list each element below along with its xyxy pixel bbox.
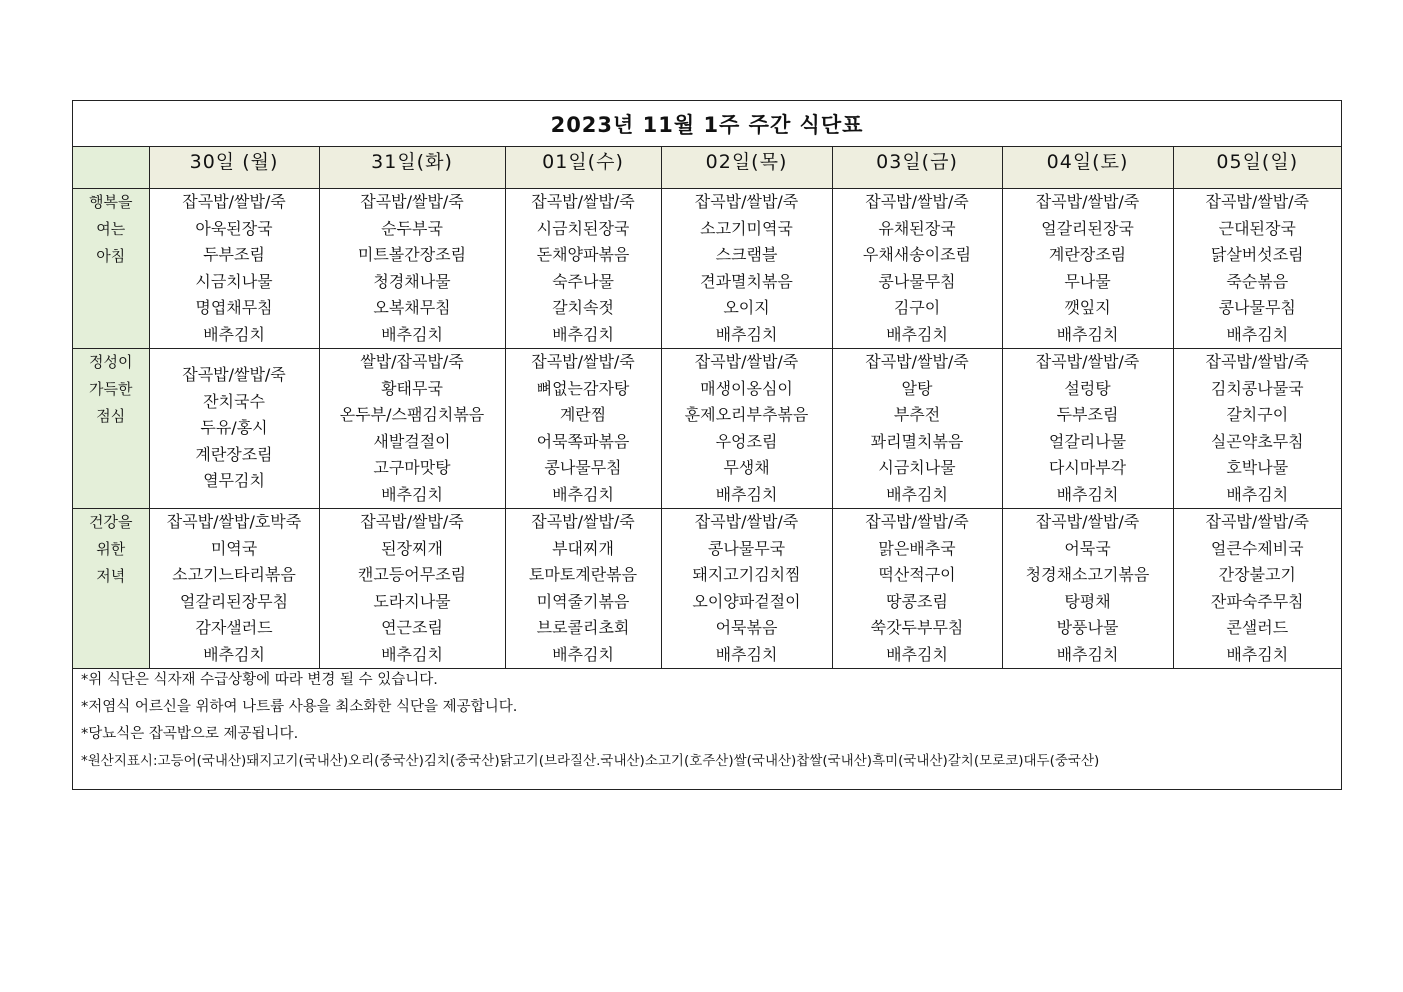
menu-item: 어묵국	[1064, 538, 1111, 558]
menu-item: 잡곡밥/쌀밥/죽	[1035, 352, 1140, 371]
day-header: 30일 (월)	[149, 147, 319, 189]
lunch-day-cell	[1002, 349, 1173, 509]
menu-item: 깻잎지	[1064, 298, 1111, 317]
dinner-day-cell	[832, 509, 1002, 669]
note-line: *당뇨식은 잡곡밥으로 제공됩니다.	[81, 726, 299, 742]
menu-item: 고구마맛탕	[373, 458, 451, 477]
menu-item: 콘샐러드	[1226, 618, 1289, 637]
meal-label-line: 가득한	[89, 380, 133, 398]
menu-item: 황태무국	[381, 378, 443, 398]
menu-item: 훈제오리부추볶음	[684, 405, 809, 424]
breakfast-day-cell	[149, 189, 319, 349]
menu-item: 콩나물무침	[544, 458, 622, 477]
menu-item: 캔고등어무조림	[357, 565, 467, 584]
menu-item: 브로콜리초회	[536, 618, 630, 637]
lunch-day-cell	[1173, 349, 1341, 509]
menu-item: 배추김치	[1056, 484, 1119, 504]
menu-item: 배추김치	[886, 644, 948, 664]
menu-item: 배추김치	[552, 484, 614, 504]
menu-item: 미트볼간장조림	[357, 245, 467, 264]
menu-item: 얼갈리나물	[1048, 431, 1127, 451]
day-header: 03일(금)	[832, 147, 1002, 189]
breakfast-day-cell	[505, 189, 661, 349]
menu-item: 잡곡밥/쌀밥/죽	[531, 352, 635, 371]
menu-item: 잔치국수	[203, 391, 265, 411]
meal-label-line: 저녁	[96, 567, 126, 585]
menu-item: 오이지	[723, 298, 770, 317]
menu-item: 계란장조림	[1048, 245, 1127, 264]
menu-item: 청경채나물	[373, 271, 451, 291]
menu-item: 잡곡밥/쌀밥/죽	[360, 192, 464, 211]
menu-item: 시금치된장국	[536, 218, 630, 238]
menu-item: 탕평채	[1064, 591, 1111, 611]
menu-item: 잡곡밥/쌀밥/죽	[865, 192, 969, 211]
breakfast-day-cell	[832, 189, 1002, 349]
breakfast-day-cell	[1173, 189, 1341, 349]
menu-item: 잡곡밥/쌀밥/죽	[865, 352, 969, 371]
menu-item: 잡곡밥/쌀밥/죽	[1035, 512, 1140, 531]
lunch-day-cell	[832, 349, 1002, 509]
menu-item: 콩나물무침	[1218, 298, 1296, 317]
menu-item: 배추김치	[552, 644, 614, 664]
dinner-day-cell	[505, 509, 661, 669]
meal-label-line: 건강을	[89, 513, 133, 531]
menu-item: 오복채무침	[373, 298, 451, 317]
menu-item: 유채된장국	[878, 218, 956, 238]
breakfast-row	[73, 189, 1341, 349]
menu-item: 배추김치	[1226, 484, 1289, 504]
menu-item: 쑥갓두부무침	[870, 618, 964, 637]
menu-item: 두부조림	[1056, 405, 1119, 424]
menu-item: 명엽채무침	[195, 298, 273, 317]
dinner-day-cell	[149, 509, 319, 669]
menu-item: 호박나물	[1226, 458, 1289, 477]
menu-item: 떡산적구이	[878, 565, 956, 584]
menu-item: 얼갈리된장국	[1041, 218, 1134, 238]
menu-item: 갈치구이	[1226, 405, 1289, 424]
breakfast-day-cell	[661, 189, 832, 349]
menu-item: 두유/홍시	[200, 418, 268, 438]
menu-item: 새발걸절이	[373, 431, 451, 451]
day-header: 02일(목)	[661, 147, 832, 189]
menu-item: 계란장조림	[195, 444, 273, 464]
menu-item: 스크램블	[715, 245, 778, 264]
weekly-menu-table	[73, 147, 1341, 669]
lunch-day-cell	[319, 349, 505, 509]
menu-item: 잡곡밥/쌀밥/죽	[865, 512, 969, 531]
meal-label-line: 여는	[96, 220, 126, 238]
menu-item: 배추김치	[203, 644, 265, 664]
day-header: 31일(화)	[319, 147, 505, 189]
menu-item: 청경채소고기볶음	[1025, 565, 1150, 584]
menu-item: 맑은배추국	[878, 538, 956, 558]
menu-item: 매생이옹심이	[700, 378, 793, 398]
menu-item: 잡곡밥/쌀밥/죽	[1035, 192, 1140, 211]
menu-item: 쌀밥/잡곡밥/죽	[360, 352, 464, 371]
lunch-day-cell	[505, 349, 661, 509]
menu-item: 콩나물무침	[878, 271, 956, 291]
menu-item: 알탕	[901, 378, 933, 398]
meal-label-line: 행복을	[89, 193, 133, 211]
menu-item: 얼큰수제비국	[1210, 538, 1304, 558]
note-line: *위 식단은 식자재 수급상황에 따라 변경 될 수 있습니다.	[81, 672, 438, 688]
menu-item: 배추김치	[381, 644, 443, 664]
menu-item: 간장불고기	[1218, 565, 1296, 584]
menu-item: 두부조림	[203, 245, 265, 264]
menu-item: 숙주나물	[552, 271, 614, 291]
menu-item: 우채새송이조림	[862, 245, 972, 264]
menu-item: 배추김치	[715, 644, 778, 664]
dinner-day-cell	[1002, 509, 1173, 669]
menu-item: 배추김치	[1226, 324, 1289, 344]
menu-item: 배추김치	[886, 324, 948, 344]
menu-item: 돈채양파볶음	[536, 245, 630, 264]
breakfast-day-cell	[319, 189, 505, 349]
menu-item: 온두부/스팸김치볶음	[339, 405, 485, 424]
menu-item: 오이양파겉절이	[692, 591, 801, 611]
menu-item: 닭살버섯조림	[1210, 245, 1304, 264]
menu-item: 시금치나물	[195, 271, 273, 291]
meal-label-line: 위한	[96, 540, 126, 558]
menu-item: 잡곡밥/쌀밥/죽	[694, 192, 799, 211]
menu-item: 방풍나물	[1056, 618, 1119, 637]
meal-label-line: 점심	[96, 407, 126, 425]
menu-item: 잡곡밥/쌀밥/죽	[182, 365, 286, 385]
menu-item: 얼갈리된장무침	[179, 591, 289, 611]
menu-item: 잡곡밥/쌀밥/죽	[531, 192, 635, 211]
lunch-day-cell	[149, 349, 319, 509]
header-corner	[73, 147, 149, 189]
menu-item: 된장찌개	[381, 538, 443, 558]
menu-item: 도라지나물	[373, 591, 451, 611]
meal-label-line: 정성이	[89, 353, 133, 371]
breakfast-day-cell	[1002, 189, 1173, 349]
menu-item: 설렁탕	[1064, 378, 1111, 398]
menu-item: 어묵쪽파볶음	[536, 431, 630, 451]
menu-item: 견과멸치볶음	[700, 271, 793, 291]
menu-item: 배추김치	[381, 324, 443, 344]
menu-item: 잔파숙주무침	[1210, 591, 1304, 611]
lunch-day-cell	[661, 349, 832, 509]
menu-item: 실곤약초무침	[1210, 431, 1304, 451]
menu-item: 어묵볶음	[715, 618, 778, 637]
menu-sheet	[72, 100, 1342, 790]
day-header: 01일(수)	[505, 147, 661, 189]
menu-item: 잡곡밥/쌀밥/죽	[694, 352, 799, 371]
notes	[81, 667, 1331, 775]
menu-item: 아욱된장국	[195, 218, 273, 238]
dinner-day-cell	[1173, 509, 1341, 669]
menu-item: 돼지고기김치찜	[692, 565, 801, 584]
menu-item: 잡곡밥/쌀밥/죽	[694, 512, 799, 531]
note-line: *저염식 어르신을 위하여 나트륨 사용을 최소화한 식단을 제공합니다.	[81, 699, 518, 715]
menu-item: 김치콩나물국	[1210, 378, 1304, 398]
meal-label-line: 아침	[96, 247, 126, 265]
dinner-row	[73, 509, 1341, 669]
menu-item: 배추김치	[552, 324, 614, 344]
lunch-label	[73, 349, 149, 509]
day-header: 05일(일)	[1173, 147, 1341, 189]
menu-item: 근대된장국	[1218, 218, 1296, 238]
menu-item: 꽈리멸치볶음	[870, 431, 964, 451]
menu-item: 잡곡밥/쌀밥/호박죽	[166, 512, 302, 531]
menu-item: 부추전	[893, 405, 941, 424]
menu-item: 배추김치	[1056, 324, 1119, 344]
menu-item: 잡곡밥/쌀밥/죽	[1205, 352, 1310, 371]
dinner-day-cell	[661, 509, 832, 669]
menu-item: 김구이	[893, 298, 941, 317]
dinner-label	[73, 509, 149, 669]
menu-item: 감자샐러드	[195, 618, 273, 637]
menu-item: 배추김치	[1056, 644, 1119, 664]
menu-item: 죽순볶음	[1226, 271, 1289, 291]
menu-item: 뼈없는감자탕	[536, 378, 630, 398]
menu-item: 부대찌개	[552, 538, 614, 558]
menu-item: 열무김치	[203, 471, 265, 491]
menu-item: 배추김치	[1226, 644, 1289, 664]
menu-item: 순두부국	[381, 218, 443, 238]
menu-item: 잡곡밥/쌀밥/죽	[1205, 512, 1310, 531]
menu-item: 잡곡밥/쌀밥/죽	[1205, 192, 1310, 211]
menu-item: 배추김치	[203, 324, 265, 344]
menu-item: 잡곡밥/쌀밥/죽	[360, 512, 464, 531]
menu-item: 잡곡밥/쌀밥/죽	[531, 512, 635, 531]
menu-item: 땅콩조림	[886, 591, 948, 611]
menu-item: 무나물	[1064, 271, 1111, 291]
menu-item: 연근조림	[381, 618, 443, 637]
day-header: 04일(토)	[1002, 147, 1173, 189]
menu-item: 콩나물무국	[707, 538, 786, 558]
menu-item: 계란찜	[559, 405, 607, 424]
menu-item: 미역국	[210, 538, 258, 558]
dinner-day-cell	[319, 509, 505, 669]
lunch-row	[73, 349, 1341, 509]
menu-item: 우엉조림	[715, 431, 778, 451]
menu-item: 배추김치	[715, 484, 778, 504]
menu-title: 2023년 11월 1주 주간 식단표	[73, 101, 1341, 147]
menu-item: 소고기미역국	[700, 218, 793, 238]
menu-item: 미역줄기볶음	[536, 591, 630, 611]
menu-item: 소고기느타리볶음	[172, 565, 296, 584]
menu-item: 잡곡밥/쌀밥/죽	[182, 192, 286, 211]
menu-item: 다시마부각	[1048, 458, 1127, 477]
menu-item: 갈치속젓	[552, 298, 614, 317]
menu-item: 무생채	[723, 458, 770, 477]
menu-item: 배추김치	[381, 484, 443, 504]
day-header-row	[73, 147, 1341, 189]
note-origin: *원산지표시:고등어(국내산)돼지고기(국내산)오리(중국산)김치(중국산)닭고기(브라질산.국내산)소고기(호주산)쌀(국내산)찹쌀(국내산)흑미(국내산)갈치(모로코)대두(중국산)	[81, 753, 1100, 769]
menu-item: 배추김치	[886, 484, 948, 504]
menu-item: 토마토계란볶음	[528, 565, 638, 584]
breakfast-label	[73, 189, 149, 349]
menu-item: 배추김치	[715, 324, 778, 344]
menu-item: 시금치나물	[878, 458, 956, 477]
